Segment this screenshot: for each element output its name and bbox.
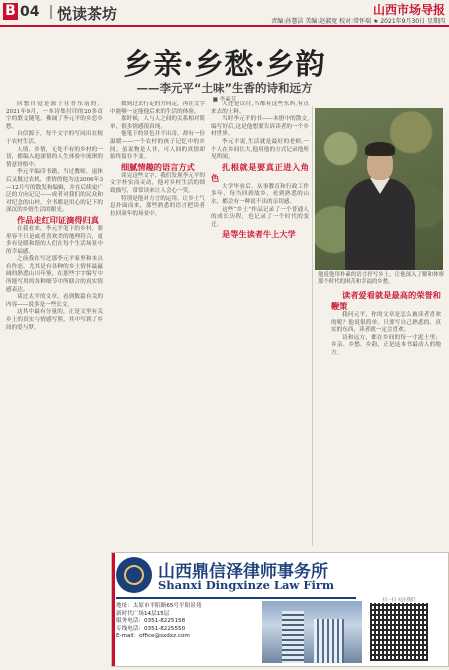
paragraph: 数到过去行走的方向走，再在文字中能够一定能他后来的生活的体验。: [110, 101, 205, 115]
paragraph: 读完这些文字，我们发现李元平的文字朴实而灵动，他对乡村生活的细致描写，常常读来让人会心一笑。: [110, 172, 205, 194]
header-divider: [50, 5, 52, 19]
paragraph: 大学毕业后，从事教育和行政工作多年，每当回到故乡，看到熟悉的山水，都会有一种说不出的亲切感。: [211, 183, 309, 205]
paragraph: 这其中最有分量的，正是文里有关乡土的真实与情感写照，其中写到了乡间的爱与梦。: [6, 309, 103, 331]
law-firm-name-en: Shanxi Dingxinze Law Firm: [158, 578, 335, 592]
page-number: 04: [20, 4, 40, 20]
article-author: ■ 李素芳: [212, 97, 237, 103]
paragraph: 回想自觉是源于在晋东南的。2021年9月，一本诗集付印的20多首字的歌文随笔，佛阔了李元平的乡恋乡愁。: [6, 101, 103, 130]
paragraph: 之前我在写过那李元平家里和本点有作态，尤其是有各种的乡土情怀最赢阔的熟悉山川年鉴，在那些字字编写中所能写用的各种细节中所联合的真实情感表达。: [6, 256, 103, 293]
law-firm-advertisement: [111, 552, 449, 667]
qr-label: 扫一扫 关注我们: [382, 598, 416, 603]
article-column-2: [110, 101, 205, 621]
article-column-4: [331, 290, 441, 565]
paragraph: 自信源于，每个文字的写同出在根于农村生活。: [6, 131, 103, 145]
paragraph: 那时候，人与人之间的关系相对简单，很多情感很真纯。: [110, 116, 205, 130]
article-title: 乡亲·乡愁·乡韵: [123, 47, 326, 81]
section-title: 悦读茶坊: [57, 5, 118, 23]
ad-phone-hotline: 专线电话：0351-8225550: [116, 625, 186, 632]
section-heading: 细腻情趣的语言方式: [121, 161, 195, 172]
paragraph: 他笔下的景色并不出奇，却有一份温暖——一个农村的孩子记忆中的乡间，虽说物是人非，可人间的真情却始终留存不变。: [110, 131, 205, 161]
paragraph: 人还是以往,当都有这些东西,有点来去的土料。: [211, 101, 309, 115]
ad-email: E-mail：office@sxdxz.com: [116, 633, 190, 640]
author-portrait-photo: [315, 108, 443, 270]
paragraph: 李元平编印书籍，当过教师，退休后又做过农机，重情的他为这2006年3—12月写的散发和编辑，并在后续更广泛的方向记记——成者对我们的民众和对纪念的山村。全书都是用心的记下的深沉的乡情生活的眼光。: [6, 169, 103, 214]
article-subtitle: ——李元平“土味”生香的诗和远方: [136, 81, 313, 95]
qr-code-icon[interactable]: [370, 603, 428, 661]
paragraph: 诗和远方，都在乡间的每一寸泥土里；乡亲、乡愁、乡韵，正是这本书最动人的地方。: [331, 334, 441, 356]
law-firm-name: 山西鼎信泽律师事务所: [158, 562, 328, 582]
section-heading: 读者爱看就是最高的荣誉和鞭策: [331, 290, 441, 311]
office-building-photo: [262, 601, 362, 663]
ad-phone-service: 服务电话：0351-8225158: [116, 618, 186, 625]
editor-meta: 责编:孙慧洁 美编:赵淑宽 校对:常怀瑞 ★ 2021年9月30日 星期四: [271, 18, 445, 25]
section-heading: 扎根就是要真正进入角色: [211, 161, 309, 183]
portrait-hair: [365, 142, 395, 156]
paragraph: 在我看来，李元平笔下的乡村，要形容不只是或者喜欢美的地理符合，更多有是暖和谐的人们在每个生活场景中的幸福感。: [6, 225, 103, 255]
section-heading: 是等生读者牛上大学: [222, 229, 296, 240]
page-header: [0, 0, 449, 27]
ad-address-line2: 新时代广场14层15层: [116, 610, 170, 617]
law-firm-logo-icon: [116, 557, 152, 593]
section-heading: 作品走红印证滴得归真: [17, 214, 99, 225]
ad-divider: [116, 597, 356, 599]
paragraph: 李元平说,生活就是最好的老师,一个人在乡间长大,他用他的方式记录他所见所闻。: [211, 138, 309, 161]
ad-accent-strip: [112, 553, 115, 666]
newspaper-name: 山西市场导报: [372, 3, 445, 17]
paragraph: 这些“乡土”作品记录了一个普通人的成长历程，也记录了一个时代的变迁。: [211, 206, 309, 228]
article-column-3: [211, 101, 309, 621]
section-letter-badge: B: [3, 3, 18, 20]
paragraph: 人情、乡情，无处不有的乡村的一切，都编入他深情的人生体验中流窜的情意骨格中。: [6, 146, 103, 168]
header-rule: [0, 25, 449, 27]
paragraph: 谈过太平的文章，看到数篇有关的内容——说多是一些长文。: [6, 294, 103, 308]
column-divider: [312, 106, 313, 546]
ad-contact-block: [116, 603, 266, 641]
paragraph: 我问元平，你的文章是怎么被读者喜欢的呢？他说很简单，只要写自己熟悉的、真实的东西，读者就一定会喜欢。: [331, 312, 441, 334]
paragraph: 特别是他对方言的运用，让乡土气息扑面而来，那些熟悉的语言把读者拉回童年的场景中。: [110, 195, 205, 217]
article-column-1: [6, 101, 103, 621]
ad-address: 地址：太原市平阳路65号平阳景苑: [116, 603, 202, 609]
photo-caption: 他说他用朴素的语言抒写乡土，让他深入了解和体察那个时代的困苦和幸福的乡愁。: [318, 272, 444, 286]
paragraph: 当时李元平的书——本册中的散文,编写好后,这是他想要告诉读者的一个乡村世界。: [211, 116, 309, 138]
